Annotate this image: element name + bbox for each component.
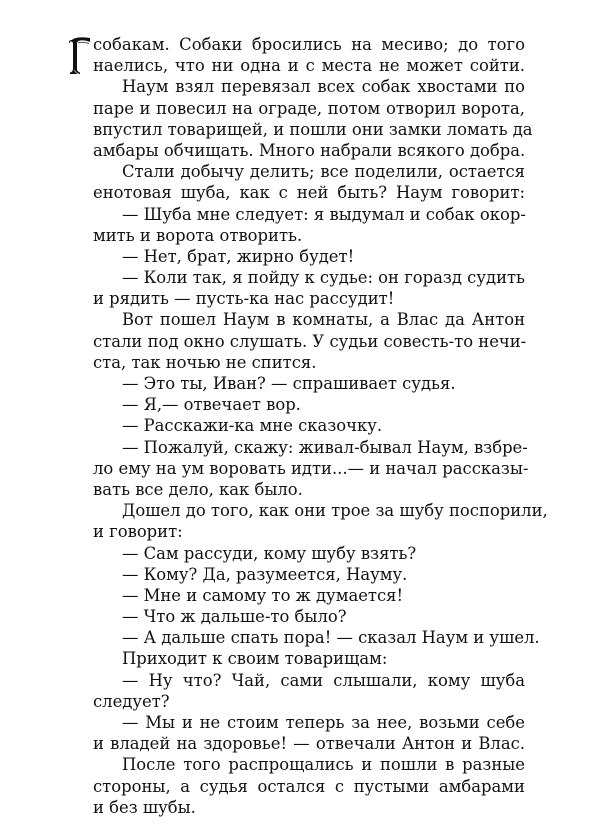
- text-line: — Мы и не стоим теперь за нее, возьми себе: [122, 713, 525, 732]
- story-text: [93, 34, 548, 818]
- text-line: — Я,— отвечает вор.: [122, 395, 301, 415]
- text-line: — Кому? Да, разумеется, Науму.: [122, 564, 408, 584]
- text-line: енотовая шуба, как с ней быть? Наум говорит:: [93, 183, 525, 203]
- dropcap-glyph-icon: [68, 34, 92, 76]
- text-line: стороны, а судья остался с пустыми амбарами: [93, 776, 525, 796]
- text-line: — Это ты, Иван? — спрашивает судья.: [122, 374, 456, 393]
- text-line: — Что ж дальше-то было?: [122, 607, 347, 627]
- text-line: Наум взял перевязал всех собак хвостами по: [122, 77, 525, 97]
- text-line: Стали добычу делить; все поделили, остается: [122, 162, 525, 182]
- text-line: мить и ворота отворить.: [93, 225, 303, 245]
- text-line: и говорит:: [93, 522, 183, 542]
- text-line: — Сам рассуди, кому шубу взять?: [122, 543, 417, 563]
- text-line: — Коли так, я пойду к судье: он горазд судить: [122, 268, 525, 288]
- text-line: впустил товарищей, и пошли они замки ломать да: [93, 119, 533, 139]
- text-line: и без шубы.: [93, 797, 196, 817]
- text-line: — Расскажи-ка мне сказочку.: [122, 416, 383, 436]
- text-line: Вот пошел Наум в комнаты, а Влас да Антон: [122, 310, 525, 330]
- text-line: — А дальше спать пора! — сказал Наум и ушел.: [122, 628, 540, 648]
- text-line: собакам. Собаки бросились на месиво; до того: [93, 35, 525, 54]
- text-line: паре и повесил на ограде, потом отворил ворота,: [93, 98, 525, 118]
- text-line: амбары обчищать. Много набрали всякого добра.: [93, 140, 526, 160]
- text-line: ло ему на ум воровать идти...— и начал рассказы-: [93, 458, 529, 478]
- text-line: ста, так ночью не спится.: [93, 352, 317, 372]
- text-line: — Ну что? Чай, сами слышали, кому шуба: [122, 670, 525, 690]
- text-line: стали под окно слушать. У судьи совесть-то нечи-: [93, 331, 527, 351]
- text-line: наелись, что ни одна и с места не может сойти.: [93, 56, 525, 76]
- text-line: — Шуба мне следует: я выдумал и собак окор-: [122, 204, 526, 224]
- dropcap-letter: [68, 34, 92, 76]
- text-line: вать все дело, как было.: [93, 479, 303, 499]
- text-line: — Мне и самому то ж думается!: [122, 585, 404, 605]
- text-line: и рядить — пусть-ка нас рассудит!: [93, 289, 395, 309]
- text-line: Дошел до того, как они трое за шубу поспорили,: [122, 501, 548, 521]
- text-line: Приходит к своим товарищам:: [122, 649, 388, 669]
- text-line: следует?: [93, 691, 170, 711]
- text-line: После того распрощались и пошли в разные: [122, 755, 525, 775]
- text-line: — Нет, брат, жирно будет!: [122, 246, 355, 266]
- text-line: и владей на здоровье! — отвечали Антон и Влас.: [93, 734, 525, 754]
- text-line: — Пожалуй, скажу: живал-бывал Наум, взбре-: [122, 437, 528, 457]
